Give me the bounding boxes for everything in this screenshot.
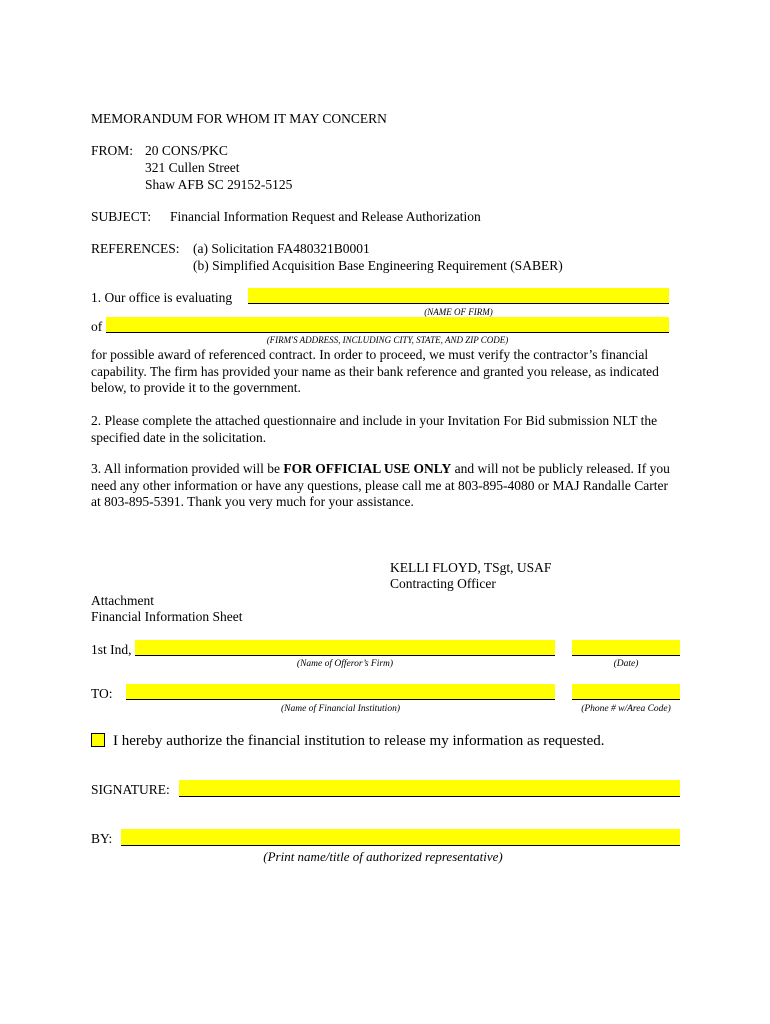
firm-name-caption: (NAME OF FIRM) (424, 307, 493, 317)
reference-a: (a) Solicitation FA480321B0001 (193, 241, 370, 256)
attachment-item: Financial Information Sheet (91, 609, 243, 624)
references-label: REFERENCES: (91, 241, 180, 256)
signature-label: SIGNATURE: (91, 782, 170, 797)
offeror-firm-caption: (Name of Offeror’s Firm) (296, 659, 394, 669)
firm-address-field[interactable] (106, 317, 669, 333)
print-name-caption: (Print name/title of authorized representative) (263, 849, 503, 864)
subject-label: SUBJECT: (91, 209, 152, 224)
signature-field[interactable] (179, 780, 680, 797)
ind-label: 1st Ind, (91, 642, 132, 657)
to-label: TO: (91, 686, 113, 701)
phone-caption: (Phone # w/Area Code) (581, 704, 671, 714)
date-caption: (Date) (613, 659, 639, 669)
by-label: BY: (91, 831, 113, 846)
firm-name-field[interactable] (248, 288, 669, 304)
firm-address-caption: (FIRM'S ADDRESS, INCLUDING CITY, STATE, AND ZIP CODE) (266, 335, 509, 345)
para3-after: and will not be publicly released. If you need any other information or have any questions, please call me at 803-895-4080 or MAJ Randalle Carter at 803-895-5391. Thank you very much for your assistance. (91, 461, 670, 509)
memo-heading: MEMORANDUM FOR WHOM IT MAY CONCERN (91, 111, 387, 126)
attachment-label: Attachment (91, 593, 154, 608)
para2-text: 2. Please complete the attached questionnaire and include in your Invitation For Bid submission NLT the specified date in the solicitation. (91, 413, 658, 445)
phone-field[interactable] (572, 684, 680, 700)
by-field[interactable] (121, 829, 680, 846)
signer-name: KELLI FLOYD, TSgt, USAF (390, 560, 552, 575)
authorize-text: I hereby authorize the financial institution to release my information as requested. (113, 733, 605, 749)
date-field[interactable] (572, 640, 680, 656)
from-label: FROM: (91, 143, 134, 158)
para3-bold: FOR OFFICIAL USE ONLY (283, 461, 452, 476)
para1-body: for possible award of referenced contract. In order to proceed, we must verify the contractor’s financial capability. The firm has provided your name as their bank reference and granted you release, as indicated below, to provide it to the government. (91, 347, 659, 395)
authorize-checkbox[interactable] (91, 733, 105, 747)
reference-b: (b) Simplified Acquisition Base Engineering Requirement (SABER) (193, 258, 563, 273)
signer-title: Contracting Officer (390, 576, 496, 591)
from-line-3: Shaw AFB SC 29152-5125 (145, 177, 293, 192)
from-line-1: 20 CONS/PKC (145, 143, 228, 158)
institution-caption: (Name of Financial Institution) (280, 704, 400, 714)
institution-field[interactable] (126, 684, 555, 700)
subject-text: Financial Information Request and Release Authorization (170, 209, 481, 224)
para1-lead: 1. Our office is evaluating (91, 290, 233, 305)
offeror-firm-field[interactable] (135, 640, 555, 656)
of-label: of (91, 319, 103, 334)
para3-before: 3. All information provided will be (91, 461, 284, 476)
para3-text (91, 461, 681, 511)
from-line-2: 321 Cullen Street (145, 160, 240, 175)
